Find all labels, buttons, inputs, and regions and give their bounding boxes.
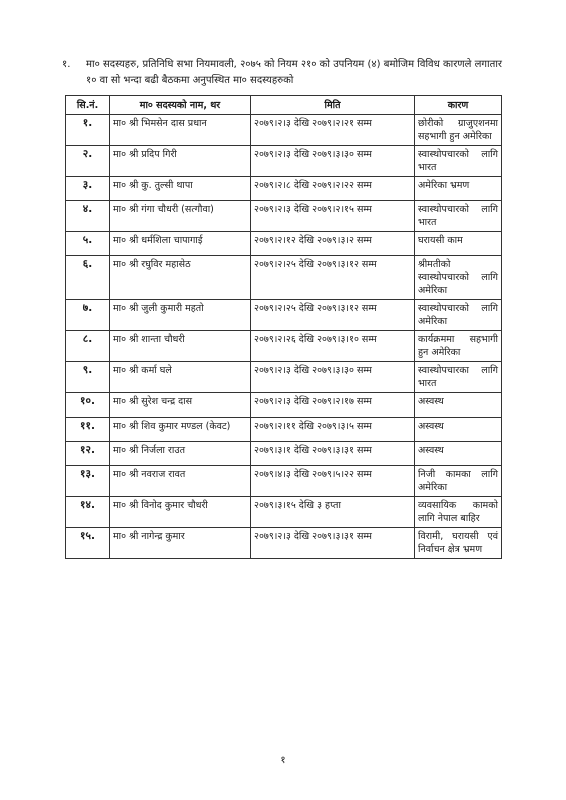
table-row [66, 300, 502, 331]
reason-cell: अस्वस्थ [415, 441, 502, 465]
date-cell: २०७९।२।३ देखि २०७९।३।३१ सम्म [251, 527, 415, 558]
reason-cell: विरामी, घरायसी एवं निर्वाचन क्षेत्र भ्रमण [415, 527, 502, 558]
page-number: १ [280, 755, 286, 766]
reason-cell: अमेरिका भ्रमण [415, 177, 502, 201]
member-name-cell: मा० श्री रघुविर महासेठ [110, 256, 251, 300]
table-row [66, 115, 502, 146]
serial-number-cell: १०. [66, 393, 110, 417]
intro-number: १. [62, 59, 71, 70]
serial-number-cell: १. [66, 115, 110, 146]
table-header-row [66, 96, 502, 115]
serial-number-cell: १५. [66, 527, 110, 558]
serial-number-cell: १२. [66, 441, 110, 465]
member-name-cell: मा० श्री गंगा चौधरी (सत्गौवा) [110, 201, 251, 232]
table-row [66, 441, 502, 465]
member-name-cell: मा० श्री शान्ता चौधरी [110, 331, 251, 362]
table-row [66, 465, 502, 496]
serial-number-cell: ६. [66, 256, 110, 300]
reason-cell: घरायसी काम [415, 232, 502, 256]
serial-number-cell: १४. [66, 496, 110, 527]
date-cell: २०७९।२।२५ देखि २०७९।३।१२ सम्म [251, 300, 415, 331]
table-row [66, 527, 502, 558]
reason-cell: छोरीको ग्राजुएशनमा सहभागी हुन अमेरिका [415, 115, 502, 146]
serial-number-cell: २. [66, 146, 110, 177]
reason-cell: स्वास्थोपचारका लागि भारत [415, 362, 502, 393]
date-cell: २०७९।२।२६ देखि २०७९।३।१० सम्म [251, 331, 415, 362]
serial-number-cell: १३. [66, 465, 110, 496]
member-name-cell: मा० श्री शिव कुमार मण्डल (केवट) [110, 417, 251, 441]
date-cell: २०७९।३।१ देखि २०७९।३।३१ सम्म [251, 441, 415, 465]
serial-number-cell: ४. [66, 201, 110, 232]
member-name-cell: मा० श्री कु. तुल्सी थापा [110, 177, 251, 201]
reason-cell: श्रीमतीको स्वास्थोपचारको लागि अमेरिका [415, 256, 502, 300]
member-name-cell: मा० श्री विनोद कुमार चौधरी [110, 496, 251, 527]
date-cell: २०७९।२।३ देखि २०७९।२।१७ सम्म [251, 393, 415, 417]
reason-cell: स्वास्थोपचारको लागि अमेरिका [415, 300, 502, 331]
date-cell: २०७९।२।३ देखि २०७९।२।२१ सम्म [251, 115, 415, 146]
serial-number-cell: ३. [66, 177, 110, 201]
reason-cell: स्वास्थोपचारको लागि भारत [415, 146, 502, 177]
absent-members-table [65, 95, 502, 559]
member-name-cell: मा० श्री धर्मशिला चापागाई [110, 232, 251, 256]
intro-text: मा० सदस्यहरु, प्रतिनिधि सभा नियमावली, २०७५ को नियम २१० को उपनियम (४) बमोजिम विविध कारणले लगातार १० वा सो भन्दा बढी बैठकमा अनुपस्थित मा० सदस्यहरुको [86, 59, 502, 86]
date-cell: २०७९।२।२५ देखि २०७९।३।१२ सम्म [251, 256, 415, 300]
table-row [66, 362, 502, 393]
member-name-cell: मा० श्री सुरेश चन्द्र दास [110, 393, 251, 417]
table-row [66, 232, 502, 256]
header-serial-number: सि.नं. [66, 96, 110, 115]
date-cell: २०७९।२।१२ देखि २०७९।३।२ सम्म [251, 232, 415, 256]
date-cell: २०७९।४।३ देखि २०७९।५।२२ सम्म [251, 465, 415, 496]
date-cell: २०७९।२।३ देखि २०७९।३।३० सम्म [251, 146, 415, 177]
table-row [66, 496, 502, 527]
reason-cell: कार्यक्रममा सहभागी हुन अमेरिका [415, 331, 502, 362]
table-row [66, 417, 502, 441]
date-cell: २०७९।२।८ देखि २०७९।२।२२ सम्म [251, 177, 415, 201]
reason-cell: अस्वस्थ [415, 393, 502, 417]
member-name-cell: मा० श्री भिमसेन दास प्रधान [110, 115, 251, 146]
serial-number-cell: ११. [66, 417, 110, 441]
member-name-cell: मा० श्री नवराज रावत [110, 465, 251, 496]
table-row [66, 331, 502, 362]
member-name-cell: मा० श्री नागेन्द्र कुमार [110, 527, 251, 558]
serial-number-cell: ८. [66, 331, 110, 362]
reason-cell: व्यवसायिक कामको लागि नेपाल बाहिर [415, 496, 502, 527]
serial-number-cell: ९. [66, 362, 110, 393]
table-row [66, 146, 502, 177]
table-row [66, 256, 502, 300]
header-date: मिति [251, 96, 415, 115]
header-member-name: मा० सदस्यको नाम, थर [110, 96, 251, 115]
member-name-cell: मा० श्री कर्मा घले [110, 362, 251, 393]
reason-cell: निजी कामका लागि अमेरिका [415, 465, 502, 496]
date-cell: २०७९।३।१५ देखि ३ हप्ता [251, 496, 415, 527]
date-cell: २०७९।२।३ देखि २०७९।३।३० सम्म [251, 362, 415, 393]
reason-cell: अस्वस्थ [415, 417, 502, 441]
serial-number-cell: ७. [66, 300, 110, 331]
member-name-cell: मा० श्री जुली कुमारी महतो [110, 300, 251, 331]
member-name-cell: मा० श्री प्रदिप गिरी [110, 146, 251, 177]
date-cell: २०७९।२।११ देखि २०७९।३।५ सम्म [251, 417, 415, 441]
reason-cell: स्वास्थोपचारको लागि भारत [415, 201, 502, 232]
member-name-cell: मा० श्री निर्जला राउत [110, 441, 251, 465]
table-row [66, 201, 502, 232]
header-reason: कारण [415, 96, 502, 115]
serial-number-cell: ५. [66, 232, 110, 256]
date-cell: २०७९।२।३ देखि २०७९।२।१५ सम्म [251, 201, 415, 232]
table-row [66, 393, 502, 417]
table-row [66, 177, 502, 201]
